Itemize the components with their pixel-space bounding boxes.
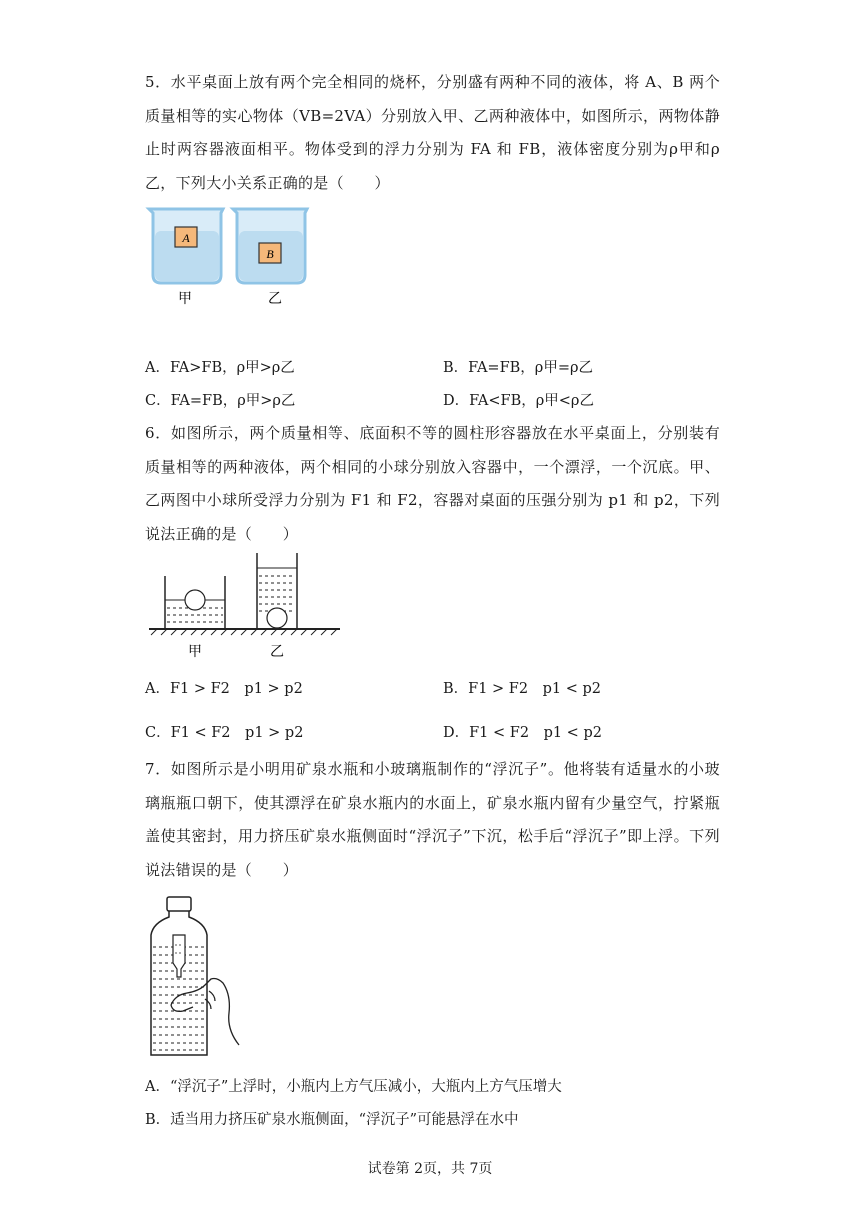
q6-option-b[interactable]: B．F1 > F2 p1 < p2 <box>443 681 601 697</box>
hand-icon <box>171 979 239 1046</box>
q6-option-c[interactable]: C．F1 < F2 p1 > p2 <box>145 725 304 741</box>
q5-option-b[interactable]: B．FA=FB，ρ甲=ρ乙 <box>443 360 593 376</box>
question-6-figure <box>145 548 345 663</box>
question-7-figure <box>145 895 245 1060</box>
container-right <box>257 553 297 628</box>
q5-option-c[interactable]: C．FA=FB，ρ甲>ρ乙 <box>145 393 296 409</box>
caption-jia-6: 甲 <box>188 644 202 660</box>
caption-yi-5: 乙 <box>268 291 282 307</box>
q5-option-a[interactable]: A．FA>FB，ρ甲>ρ乙 <box>145 360 295 376</box>
q7-option-b[interactable]: B．适当用力挤压矿泉水瓶侧面，“浮沉子”可能悬浮在水中 <box>145 1112 519 1128</box>
question-7-stem: 7．如图所示是小明用矿泉水瓶和小玻璃瓶制作的“浮沉子”。他将装有适量水的小玻璃瓶瓶口朝下，使其漂浮在矿泉水瓶内的水面上，矿泉水瓶内留有少量空气，拧紧瓶盖使其密封，用力挤压矿泉水瓶侧面时“浮沉子”下沉，松手后“浮沉子”即上浮。下列说法错误的是（ ） <box>145 760 720 879</box>
q5-option-d[interactable]: D．FA<FB，ρ甲<ρ乙 <box>443 393 594 409</box>
block-a-label: A <box>182 231 190 245</box>
caption-jia-5: 甲 <box>178 291 192 307</box>
ball-sunk <box>267 608 287 628</box>
q7-option-a[interactable]: A．“浮沉子”上浮时，小瓶内上方气压减小，大瓶内上方气压增大 <box>145 1079 562 1095</box>
page-footer: 试卷第 2页，共 7页 <box>367 1161 493 1177</box>
question-5-figure <box>145 205 315 310</box>
beaker-right <box>233 209 307 283</box>
beaker-left <box>149 209 223 283</box>
q6-option-a[interactable]: A．F1 > F2 p1 > p2 <box>145 681 303 697</box>
container-left <box>165 576 225 628</box>
question-5-stem: 5．水平桌面上放有两个完全相同的烧杯，分别盛有两种不同的液体，将 A、B 两个质量相等的实心物体（VB=2VA）分别放入甲、乙两种液体中，如图所示，两物体静止时两容器液面相平。物体受到的浮力分别为 FA 和 FB，液体密度分别为ρ甲和ρ乙，下列大小关系正确的是（ ） <box>145 73 720 192</box>
q6-option-d[interactable]: D．F1 < F2 p1 < p2 <box>443 725 602 741</box>
ball-floating <box>185 590 205 610</box>
block-b-label: B <box>266 247 274 261</box>
caption-yi-6: 乙 <box>270 644 284 660</box>
question-6-stem: 6．如图所示，两个质量相等、底面积不等的圆柱形容器放在水平桌面上，分别装有质量相等的两种液体，两个相同的小球分别放入容器中，一个漂浮，一个沉底。甲、乙两图中小球所受浮力分别为 F1 和 F2，容器对桌面的压强分别为 p1 和 p2，下列说法正确的是（ ） <box>145 424 720 543</box>
